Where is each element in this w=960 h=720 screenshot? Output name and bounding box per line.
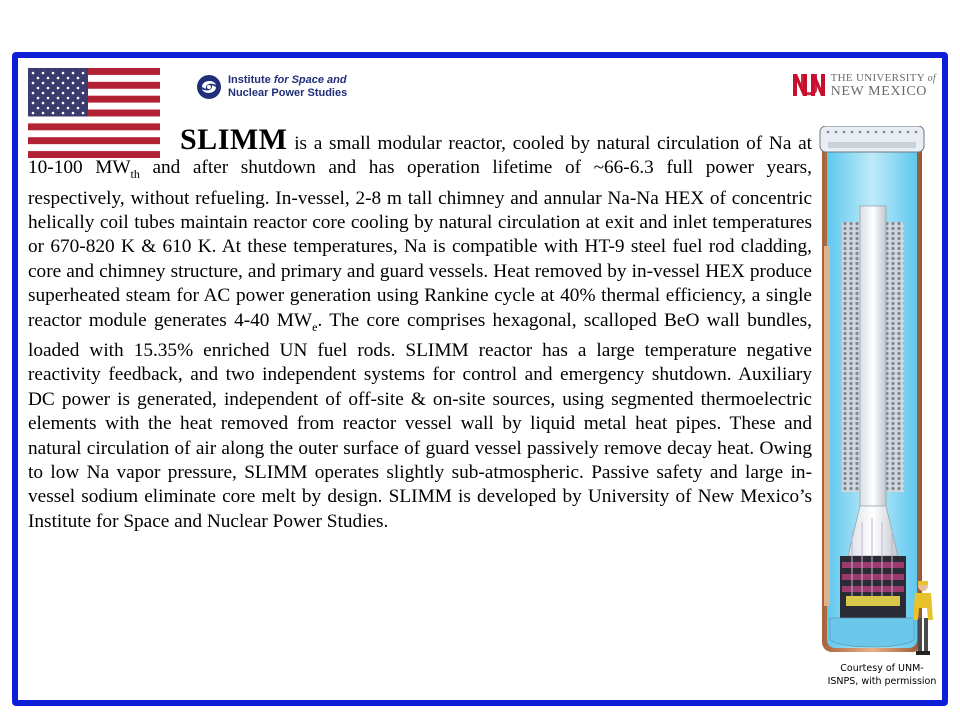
subscript-e: e: [312, 319, 318, 334]
article-text-part2: and after shutdown and has operation lifetime of ~66-6.3 full power years, respectively, without refueling. In-vessel, 2-8 m tall chimney and annular Na-Na HEX of concentric helically coil tubes maintain reactor core cooling by natural circulation at exit and inlet temperatures or 670-820 K & 610 K. At these temperatures, Na is compatible with HT-9 steel fuel rod cladding, core and chimney structure, and primary and guard vessels. Heat removed by in-vessel HEX produce superheated steam for AC power generation using Rankine cycle at 40% thermal efficiency, a single reactor module generates 4-40 MW: [28, 157, 812, 331]
unm-monogram-icon: [791, 70, 827, 100]
article-title: SLIMM: [180, 123, 288, 156]
institute-for-space: for Space and: [273, 74, 347, 86]
unm-logo: [791, 70, 936, 100]
credit-line2: ISNPS, with permission: [827, 676, 937, 687]
isnps-swirl-icon: [196, 74, 222, 100]
credit-line1: Courtesy of UNM-: [840, 663, 924, 674]
institute-line2: Nuclear Power Studies: [228, 87, 348, 99]
isnps-logo: [196, 74, 347, 100]
university-line2: NEW MEXICO: [830, 84, 927, 99]
article-text-part3: . The core comprises hexagonal, scalloped BeO wall bundles, loaded with 15.35% enriched UN fuel rods. SLIMM reactor has a large temperature negative reactivity feedback, and two independent systems for control and emergency shutdown. Auxiliary DC power is generated, independent of off-site & on-site sources, using segmented thermoelectric elements with the heat removed from reactor vessel wall by liquid metal heat pipes. These and natural circulation of air along the outer surface of guard vessel passively remove decay heat. Owing to low Na vapor pressure, SLIMM operates slightly sub-atmospheric. Passive safety and large in-vessel sodium eliminate core melt by design. SLIMM is developed by University of New Mexico’s Institute for Space and Nuclear Power Studies.: [28, 309, 813, 532]
university-of: of: [927, 73, 936, 84]
slide-frame: [12, 52, 948, 706]
article-paragraph: [28, 123, 813, 534]
person-scale-figure: [906, 578, 940, 658]
image-credit: [818, 662, 946, 688]
institute-word: Institute: [228, 74, 274, 86]
article-text-part1: is a small modular reactor, cooled by natural circulation of Na at 10-100 MW: [28, 133, 812, 179]
subscript-th: th: [130, 167, 140, 182]
university-line1: THE UNIVERSITY: [830, 72, 928, 84]
